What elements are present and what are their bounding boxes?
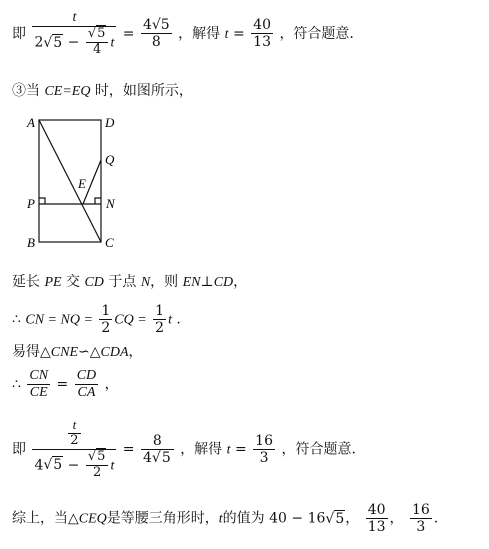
ratio-fraction-2: $\frac{CD}{CA}$	[76, 368, 97, 401]
rhs-fraction: $\frac{4√5}{8}$	[142, 17, 170, 51]
right-angle-n	[95, 198, 101, 204]
inner-fraction: $\frac{√5}{4}$	[86, 27, 109, 58]
case-3-line: ③当 CE=EQ 时，如图所示，	[12, 83, 193, 99]
sqrt-5: √5	[43, 34, 63, 51]
label-q: Q	[105, 152, 115, 167]
label-a: A	[27, 115, 35, 130]
answer-fraction: $\frac{40}{13}$	[253, 17, 271, 51]
lhs-numerator: $\frac{t}{2}$	[32, 418, 116, 450]
label-e: E	[78, 176, 86, 191]
half-fraction-1: $\frac{1}{2}$	[101, 303, 111, 337]
lhs-fraction-2	[32, 418, 116, 481]
label-p: P	[27, 196, 35, 211]
equation-line-2: 即 $\frac{t}{2}$ 4√5 − $\frac{√5}{2}$ t = $\frac{8}{4√5}$ ，解得 t = $\frac{16}{3}$ ，符合题意.	[12, 417, 356, 480]
summary-fraction-1: $\frac{40}{13}$	[367, 502, 386, 536]
answer-fraction-2: $\frac{16}{3}$	[255, 432, 273, 466]
similar-line: 易得△CNE∽△CDA，	[12, 344, 143, 360]
geometry-figure	[22, 112, 132, 254]
label-d: D	[105, 115, 115, 130]
equation-line-1: 即 t 2√5 − $\frac{√5}{4}$ t = $\frac{4√5}{8}$ ，解得 t = $\frac{40}{13}$ ，符合题意.	[12, 10, 354, 58]
ji-text: 即	[12, 25, 26, 42]
label-b: B	[27, 235, 35, 250]
summary-line: 综上，当△CEQ是等腰三角形时，t的值为 40 − 16√5， $\frac{40}{13}$ ， $\frac{16}{3}$ .	[12, 502, 439, 536]
cn-equation-line: ∴ CN = NQ = $\frac{1}{2}$ CQ = $\frac{1}{2}$ t .	[12, 303, 181, 337]
lhs-denominator-2: 4√5 − $\frac{√5}{2}$ t	[34, 448, 115, 480]
diagonal-ac	[39, 120, 101, 242]
lhs-denominator: 2√5 − $\frac{√5}{4}$ t	[34, 26, 115, 58]
right-angle-p	[39, 198, 45, 204]
lhs-fraction: t 2√5 − $\frac{√5}{4}$ t	[34, 10, 115, 58]
ratio-line: ∴ $\frac{CN}{CE}$ = $\frac{CD}{CA}$ ，	[12, 368, 119, 401]
summary-fraction-2: $\frac{16}{3}$	[411, 502, 430, 536]
rhs-fraction-2: $\frac{8}{4√5}$	[141, 433, 174, 466]
half-fraction-2: $\frac{1}{2}$	[155, 303, 165, 337]
label-c: C	[105, 235, 114, 250]
label-n: N	[106, 196, 115, 211]
ratio-fraction-1: $\frac{CN}{CE}$	[29, 368, 49, 401]
extend-line: 延长 PE 交 CD 于点 N，则 EN⊥CD，	[12, 274, 248, 290]
